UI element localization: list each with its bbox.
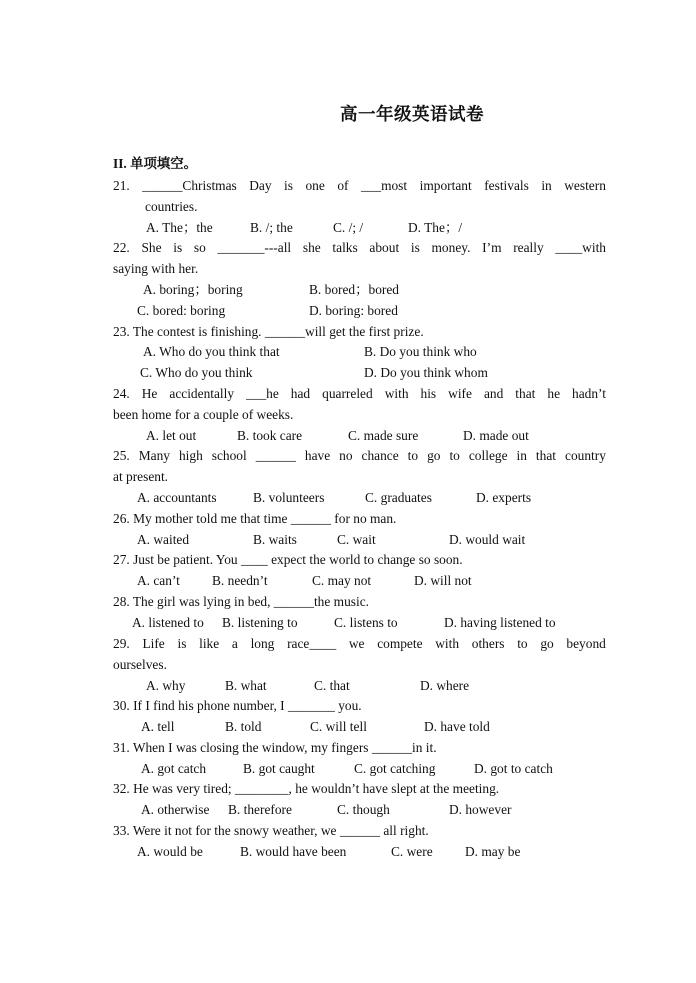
question-33-option-d: D. may be xyxy=(465,844,521,859)
stem-word: so xyxy=(193,240,206,255)
stem-word: quarreled xyxy=(322,386,373,401)
stem-word: one xyxy=(305,178,325,193)
question-26-option-d: D. would wait xyxy=(449,532,526,547)
question-21-stem-cont: countries. xyxy=(145,199,198,214)
stem-word: ______Christmas xyxy=(142,178,237,193)
question-24-option-b: B. took care xyxy=(237,428,303,443)
stem-word: with xyxy=(435,636,460,651)
question-21-option-d: D. The；/ xyxy=(408,220,463,235)
stem-word: have xyxy=(304,448,331,463)
question-26-option-b: B. waits xyxy=(253,532,297,547)
stem-word: 29. xyxy=(113,636,130,651)
stem-word: to xyxy=(517,636,528,651)
question-21-stem xyxy=(113,177,606,194)
stem-word: with xyxy=(384,386,409,401)
stem-word: is xyxy=(284,178,293,193)
question-24-option-d: D. made out xyxy=(463,428,529,443)
question-28-stem: 28. The girl was lying in bed, ______the music. xyxy=(113,594,370,609)
question-22-option-a: A. boring；boring xyxy=(143,282,243,297)
question-22-option-c: C. bored: boring xyxy=(137,303,226,318)
question-21-option-b: B. /; the xyxy=(250,220,293,235)
question-30-option-a: A. tell xyxy=(141,719,175,734)
stem-word: beyond xyxy=(566,636,606,651)
question-23-stem: 23. The contest is finishing. ______will get the first prize. xyxy=(113,324,424,339)
stem-word: that xyxy=(515,386,536,401)
question-23-option-c: C. Who do you think xyxy=(140,365,253,380)
question-32-option-c: C. though xyxy=(337,802,390,817)
question-23-option-b: B. Do you think who xyxy=(364,344,477,359)
stem-word: go xyxy=(540,636,554,651)
stem-word: Life xyxy=(142,636,165,651)
question-27-option-d: D. will not xyxy=(414,573,472,588)
stem-word: school xyxy=(211,448,247,463)
stem-word: college xyxy=(468,448,508,463)
question-31-option-c: C. got catching xyxy=(354,761,436,776)
stem-word: festivals xyxy=(484,178,529,193)
stem-word: hadn’t xyxy=(572,386,606,401)
stem-word: important xyxy=(419,178,472,193)
stem-word: 22. xyxy=(113,240,130,255)
stem-word: race____ xyxy=(287,636,337,651)
question-31-stem: 31. When I was closing the window, my fingers ______in it. xyxy=(113,740,437,755)
stem-word: money. xyxy=(431,240,471,255)
question-27-stem: 27. Just be patient. You ____ expect the world to change so soon. xyxy=(113,552,463,567)
stem-word: ______ xyxy=(255,448,296,463)
stem-word: is xyxy=(177,636,187,651)
question-25-stem xyxy=(113,447,606,464)
question-28-option-c: C. listens to xyxy=(334,615,398,630)
stem-word: country xyxy=(565,448,606,463)
stem-word: in xyxy=(516,448,527,463)
stem-word: others xyxy=(471,636,505,651)
question-27-option-a: A. can’t xyxy=(137,573,180,588)
stem-word: ___most xyxy=(360,178,408,193)
question-26-option-c: C. wait xyxy=(337,532,376,547)
question-32-option-b: B. therefore xyxy=(228,802,292,817)
question-29-stem-cont: ourselves. xyxy=(113,657,167,672)
question-27-option-c: C. may not xyxy=(312,573,372,588)
question-26-option-a: A. waited xyxy=(137,532,190,547)
question-28-option-a: A. listened to xyxy=(132,615,204,630)
stem-word: we xyxy=(348,636,365,651)
question-33-option-a: A. would be xyxy=(137,844,203,859)
stem-word: ____with xyxy=(555,240,606,255)
question-24-stem xyxy=(113,385,606,402)
question-33-option-c: C. were xyxy=(391,844,433,859)
question-28-option-d: D. having listened to xyxy=(444,615,556,630)
stem-word: he xyxy=(547,386,561,401)
stem-word: ___he xyxy=(246,386,279,401)
stem-word: of xyxy=(337,178,349,193)
question-25-option-a: A. accountants xyxy=(137,490,217,505)
question-22-stem-cont: saying with her. xyxy=(113,261,199,276)
section-heading: II. 单项填空。 xyxy=(113,156,198,171)
stem-word: Many xyxy=(138,448,170,463)
question-29-stem xyxy=(113,635,606,652)
question-27-option-b: B. needn’t xyxy=(212,573,268,588)
question-21-option-c: C. /; / xyxy=(333,220,364,235)
stem-word: accidentally xyxy=(169,386,235,401)
question-30-option-d: D. have told xyxy=(424,719,490,734)
question-32-option-d: D. however xyxy=(449,802,512,817)
stem-word: that xyxy=(535,448,557,463)
page-title: 高一年级英语试卷 xyxy=(340,105,484,125)
question-25-option-d: D. experts xyxy=(476,490,532,505)
stem-word: chance xyxy=(361,448,399,463)
stem-word: 24. xyxy=(113,386,130,401)
question-29-option-c: C. that xyxy=(314,678,350,693)
stem-word: no xyxy=(339,448,353,463)
question-25-option-b: B. volunteers xyxy=(253,490,325,505)
stem-word: I’m xyxy=(482,240,502,255)
stem-word: and xyxy=(483,386,504,401)
stem-word: compete xyxy=(377,636,423,651)
question-30-option-c: C. will tell xyxy=(310,719,367,734)
question-28-option-b: B. listening to xyxy=(222,615,298,630)
question-22-option-d: D. boring: bored xyxy=(309,303,398,318)
stem-word: talks xyxy=(332,240,358,255)
stem-word: his xyxy=(420,386,437,401)
stem-word: had xyxy=(290,386,311,401)
question-31-option-d: D. got to catch xyxy=(474,761,553,776)
stem-word: to xyxy=(449,448,460,463)
stem-word: like xyxy=(199,636,220,651)
question-29-option-d: D. where xyxy=(420,678,470,693)
question-26-stem: 26. My mother told me that time ______ for no man. xyxy=(113,511,397,526)
stem-word: a xyxy=(231,636,238,651)
stem-word: Day xyxy=(249,178,272,193)
stem-word: high xyxy=(178,448,203,463)
stem-word: 21. xyxy=(113,178,130,193)
stem-word: is xyxy=(410,240,420,255)
question-29-option-a: A. why xyxy=(146,678,186,693)
question-24-stem-cont: been home for a couple of weeks. xyxy=(113,407,294,422)
stem-word: to xyxy=(407,448,419,463)
stem-word: go xyxy=(427,448,441,463)
question-25-stem-cont: at present. xyxy=(113,469,169,484)
stem-word: about xyxy=(369,240,400,255)
stem-word: long xyxy=(250,636,275,651)
question-21-option-a: A. The；the xyxy=(146,220,213,235)
stem-word: He xyxy=(141,386,158,401)
question-25-option-c: C. graduates xyxy=(365,490,432,505)
question-33-stem: 33. Were it not for the snowy weather, we ______ all right. xyxy=(113,823,429,838)
question-22-option-b: B. bored；bored xyxy=(309,282,399,297)
question-33-option-b: B. would have been xyxy=(240,844,347,859)
stem-word: in xyxy=(541,178,552,193)
stem-word: is xyxy=(173,240,183,255)
question-30-stem: 30. If I find his phone number, I _______ you. xyxy=(113,698,362,713)
question-32-option-a: A. otherwise xyxy=(141,802,210,817)
question-23-option-a: A. Who do you think that xyxy=(143,344,280,359)
question-31-option-a: A. got catch xyxy=(141,761,207,776)
stem-word: _______---all xyxy=(217,240,292,255)
stem-word: she xyxy=(302,240,321,255)
question-29-option-b: B. what xyxy=(225,678,267,693)
stem-word: western xyxy=(564,178,606,193)
stem-word: wife xyxy=(448,386,472,401)
stem-word: really xyxy=(513,240,544,255)
stem-word: 25. xyxy=(113,448,130,463)
stem-word: She xyxy=(141,240,162,255)
question-24-option-a: A. let out xyxy=(146,428,197,443)
question-24-option-c: C. made sure xyxy=(348,428,419,443)
question-23-option-d: D. Do you think whom xyxy=(364,365,488,380)
question-30-option-b: B. told xyxy=(225,719,262,734)
question-22-stem xyxy=(113,239,606,256)
question-32-stem: 32. He was very tired; ________, he wouldn’t have slept at the meeting. xyxy=(113,781,500,796)
question-31-option-b: B. got caught xyxy=(243,761,315,776)
